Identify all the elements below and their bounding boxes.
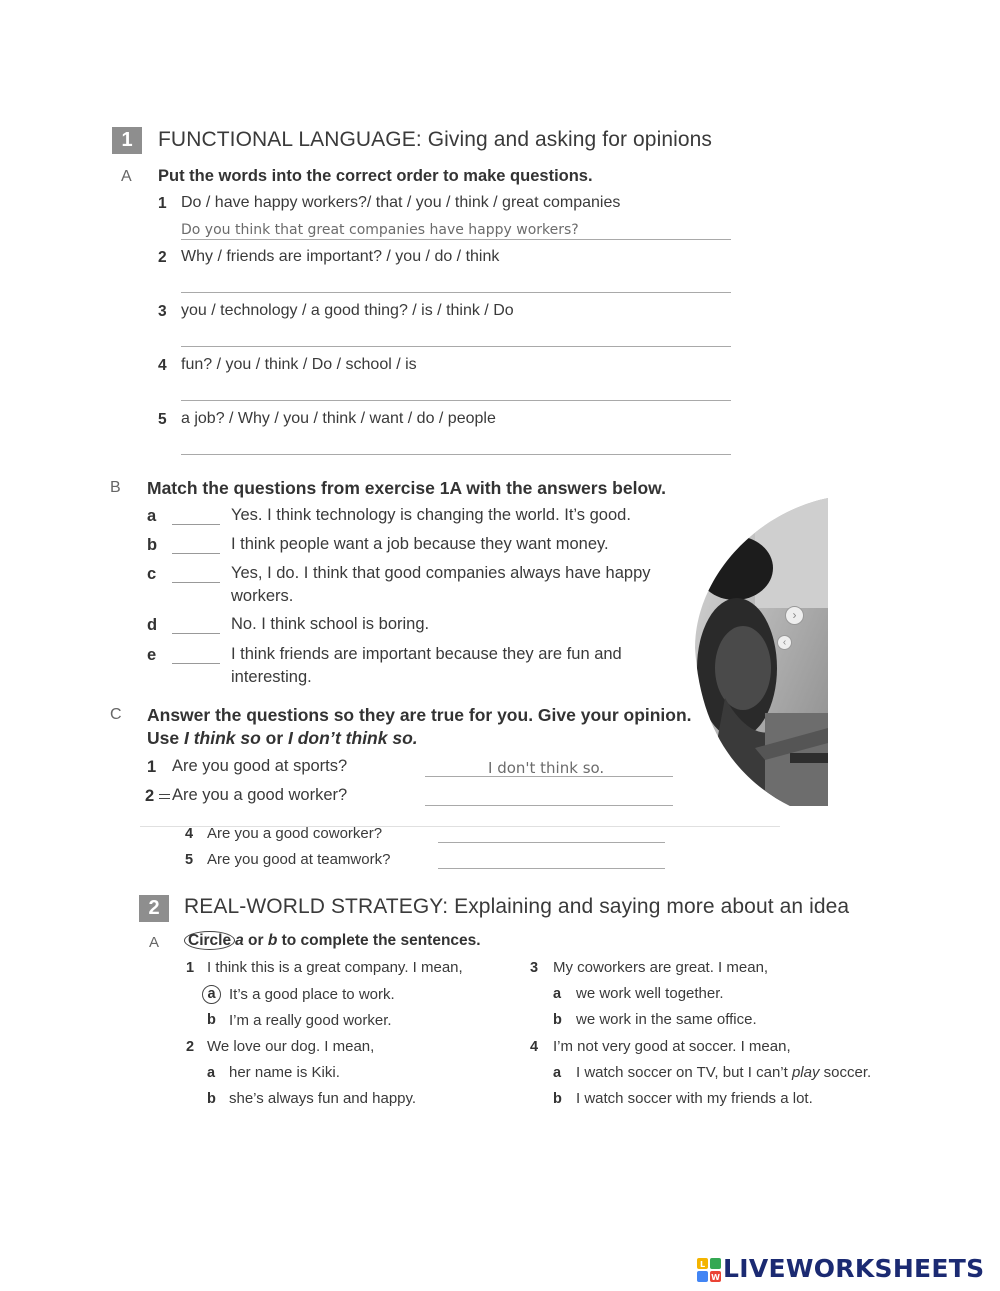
q2a-4-option-a-em: play (791, 1064, 820, 1081)
q2a-1-option-b-letter[interactable]: b (207, 1012, 216, 1028)
item-1c-5-answer-line[interactable] (438, 868, 665, 869)
item-1b-d-text: No. I think school is boring. (231, 615, 430, 633)
q2a-2-number: 2 (186, 1039, 195, 1055)
instr-use: Use (147, 728, 184, 748)
q2a-4-option-b[interactable]: I watch soccer with my friends a lot. (576, 1090, 813, 1107)
q2a-3-number: 3 (530, 960, 539, 976)
item-1c-2-answer-line[interactable] (425, 805, 673, 806)
item-1c-2-number: 2 (145, 787, 155, 805)
q2a-2-stem: We love our dog. I mean, (207, 1038, 375, 1055)
q2a-4-option-a-pre: I watch soccer on TV, but I can’t (576, 1064, 792, 1081)
logo-mark-letter-w: W (711, 1273, 720, 1282)
instr-a: a (235, 932, 244, 949)
q2a-4-option-a-letter[interactable]: a (553, 1065, 562, 1081)
q2a-2-option-a[interactable]: her name is Kiki. (229, 1064, 340, 1081)
item-1b-e-text-cont: interesting. (231, 668, 312, 686)
instr-dont-think-so: I don’t think so. (288, 728, 418, 748)
q2a-1-stem: I think this is a great company. I mean, (207, 959, 463, 976)
item-1c-2-question: Are you a good worker? (172, 786, 348, 804)
item-1b-b-blank[interactable] (172, 553, 220, 554)
item-1a-3-words: you / technology / a good thing? / is / think / Do (181, 302, 514, 319)
item-1b-e-text: I think friends are important because they are fun and (231, 645, 622, 663)
q2a-4-number: 4 (530, 1039, 539, 1055)
item-1b-c-text-cont: workers. (231, 587, 294, 605)
q2a-3-stem: My coworkers are great. I mean, (553, 959, 769, 976)
q2a-4-option-b-letter[interactable]: b (553, 1091, 562, 1107)
item-1b-b-text: I think people want a job because they want money. (231, 535, 609, 553)
item-1a-1-words: Do / have happy workers?/ that / you / think / great companies (181, 194, 621, 211)
instr-think-so: I think so (183, 728, 261, 748)
item-1a-4-words: fun? / you / think / Do / school / is (181, 356, 417, 373)
instr-or: or (260, 728, 289, 748)
item-1a-4-answer-line[interactable] (181, 400, 731, 401)
item-1c-1-number: 1 (147, 758, 157, 776)
item-1a-2-words: Why / friends are important? / you / do / think (181, 248, 500, 265)
part-1c-letter: C (110, 706, 122, 723)
part-1c-instruction-use (147, 728, 418, 749)
item-1c-4-question: Are you a good coworker? (207, 825, 383, 842)
q2a-3-option-a[interactable]: we work well together. (576, 985, 724, 1002)
q2a-3-option-a-letter[interactable]: a (553, 986, 562, 1002)
item-1b-a-blank[interactable] (172, 524, 220, 525)
q2a-1-number: 1 (186, 960, 195, 976)
section-2-title: REAL-WORLD STRATEGY: Explaining and saying more about an idea (184, 895, 850, 918)
item-1a-5-words: a job? / Why / you / think / want / do / people (181, 410, 496, 427)
q2a-1-option-a-letter-circled[interactable]: a (202, 985, 221, 1004)
instr-rest: to complete the sentences. (277, 932, 481, 949)
item-1a-5-number: 5 (158, 411, 167, 428)
part-1a-instruction: Put the words into the correct order to make questions. (158, 167, 593, 185)
part-1a-letter: A (121, 168, 132, 185)
logo-mark-letter-l: L (699, 1260, 706, 1269)
section-2-number: 2 (139, 895, 169, 922)
item-1c-1-answer-line (425, 776, 673, 777)
item-1a-4-number: 4 (158, 357, 167, 374)
liveworksheets-logo-mark (697, 1258, 721, 1282)
q2a-2-option-b-letter[interactable]: b (207, 1091, 216, 1107)
part-1b-instruction: Match the questions from exercise 1A with the answers below. (147, 478, 666, 498)
item-1a-5-answer-line[interactable] (181, 454, 731, 455)
item-1a-1-answer-line (181, 239, 731, 240)
liveworksheets-logo-text[interactable]: LIVEWORKSHEETS (723, 1254, 985, 1283)
q2a-1-option-b[interactable]: I’m a really good worker. (229, 1012, 392, 1029)
item-1c-1-question: Are you good at sports? (172, 757, 348, 775)
section-1-title: FUNCTIONAL LANGUAGE: Giving and asking for opinions (158, 128, 713, 151)
part-2a-letter: A (149, 934, 160, 951)
item-1b-e-blank[interactable] (172, 663, 220, 664)
item-1b-c-text: Yes, I do. I think that good companies always have happy (231, 564, 651, 582)
item-1c-5-number: 5 (185, 852, 194, 868)
instr-or: or (243, 932, 268, 949)
q2a-4-option-a[interactable] (576, 1064, 871, 1081)
item-1a-3-number: 3 (158, 303, 167, 320)
section-1-number: 1 (112, 127, 142, 154)
q2a-4-stem: I’m not very good at soccer. I mean, (553, 1038, 791, 1055)
item-1b-b-letter: b (147, 536, 158, 554)
q2a-3-option-b[interactable]: we work in the same office. (576, 1011, 757, 1028)
item-1a-1-answer[interactable]: Do you think that great companies have happy workers? (181, 222, 579, 238)
part-1c-instruction: Answer the questions so they are true for you. Give your opinion. (147, 705, 692, 725)
item-1b-a-letter: a (147, 507, 157, 525)
item-1c-1-answer[interactable]: I don't think so. (488, 759, 605, 777)
item-1a-1-number: 1 (158, 195, 167, 212)
item-1c-5-question: Are you good at teamwork? (207, 851, 391, 868)
circle-word: Circle (184, 931, 235, 950)
q2a-2-option-a-letter[interactable]: a (207, 1065, 216, 1081)
item-1b-e-letter: e (147, 646, 157, 664)
item-1c-4-number: 4 (185, 826, 194, 842)
item-1b-d-letter: d (147, 616, 158, 634)
q2a-3-option-b-letter[interactable]: b (553, 1012, 562, 1028)
instr-b: b (267, 932, 278, 949)
woman-photo (695, 498, 828, 806)
q2a-1-option-a[interactable]: It’s a good place to work. (229, 986, 395, 1003)
item-1b-a-text: Yes. I think technology is changing the world. It’s good. (231, 506, 631, 524)
part-1b-letter: B (110, 479, 121, 496)
item-1b-d-blank[interactable] (172, 633, 220, 634)
item-1b-c-blank[interactable] (172, 582, 220, 583)
prev-arrow-icon[interactable]: ‹ (777, 635, 792, 650)
part-2a-instruction (184, 932, 481, 950)
q2a-4-option-a-post: soccer. (819, 1064, 872, 1081)
q2a-2-option-b[interactable]: she’s always fun and happy. (229, 1090, 417, 1107)
item-1b-c-letter: c (147, 565, 157, 583)
item-1a-2-number: 2 (158, 249, 167, 266)
item-1a-3-answer-line[interactable] (181, 346, 731, 347)
item-1a-2-answer-line[interactable] (181, 292, 731, 293)
menu-lines-icon (159, 790, 170, 802)
next-arrow-icon[interactable]: › (785, 606, 804, 625)
item-1c-4-answer-line[interactable] (438, 842, 665, 843)
